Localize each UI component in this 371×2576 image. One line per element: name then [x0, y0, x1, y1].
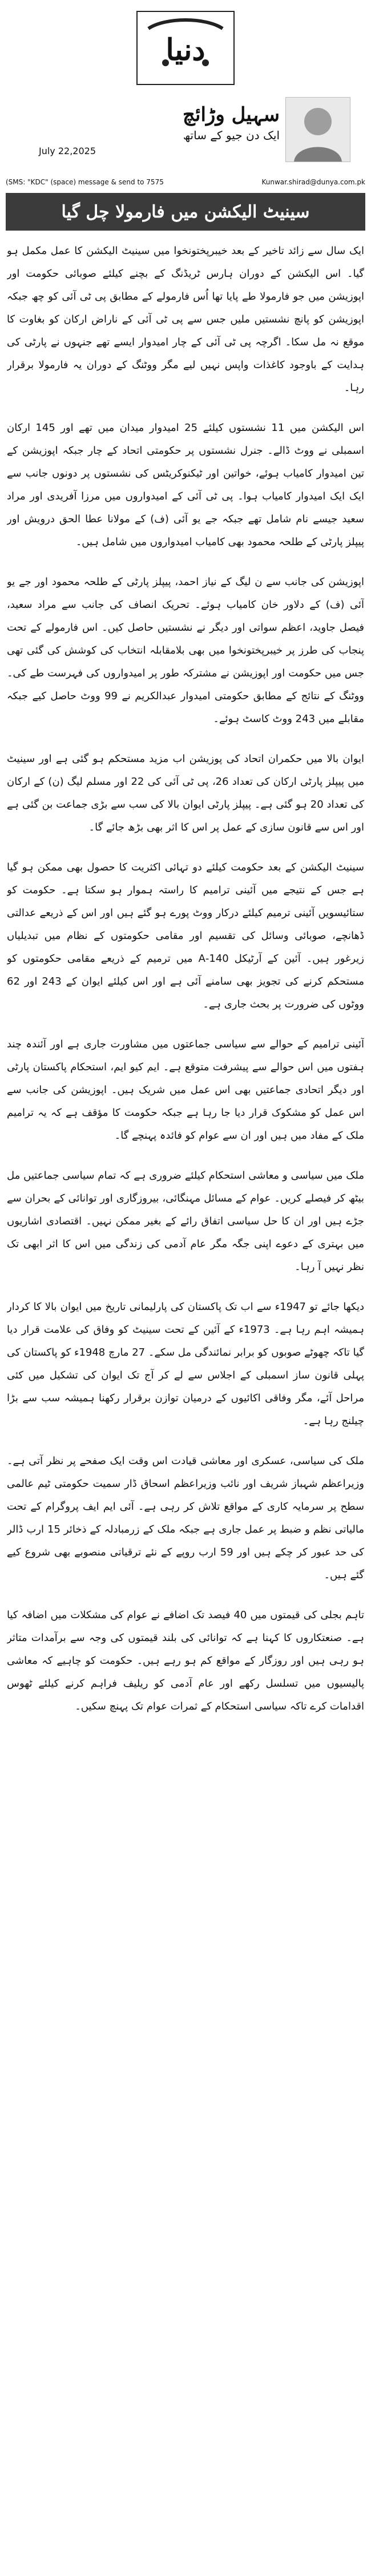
paragraph: اپوزیشن کی جانب سے ن لیگ کے نیاز احمد، پیپلز پارٹی کے طلحہ محمود اور جے یو آئی (ف) کے دلاور خان کامیاب ہوئے۔ تحریک انصاف کی جانب سے مراد سعید، فیصل جاوید، اعظم سواتی اور دیگر نے نشستیں حاصل کیں۔ اس فارمولے کے تحت پنجاب کی طرز پر خیبرپختونخوا میں بھی بلامقابلہ انتخاب کی کوشش کی گئی تھی جس میں حکومت اور اپوزیشن نے مشترکہ طور پر امیدواروں کی فہرست طے کی۔ ووٹنگ کے نتائج کے مطابق حکومتی امیدوار عبدالکریم نے 99 ووٹ حاصل کیے جبکہ مقابلے میں 243 ووٹ کاسٹ ہوئے۔ — [7, 576, 364, 725]
paragraph: ایوان بالا میں حکمران اتحاد کی پوزیشن اب مزید مستحکم ہو گئی ہے اور سینیٹ میں پیپلز پارٹی ارکان کی تعداد 26، پی ٹی آئی کی 22 اور مسلم لیگ (ن) کے ارکان کی تعداد 20 ہو گئی ہے۔ پیپلز پارٹی ایوان بالا کی سب سے بڑی جماعت بن گئی ہے اور اس سے قانون سازی کے عمل پر اس کا اثر بھی بڑھ جائے گا۔ — [7, 753, 364, 833]
paragraph: ملک میں سیاسی و معاشی استحکام کیلئے ضروری ہے کہ تمام سیاسی جماعتیں مل بیٹھ کر فیصلے کریں۔ عوام کے مسائل مہنگائی، بیروزگاری اور توانائی کے بحران سے جڑے ہیں اور ان کا حل سیاسی اتفاق رائے کے بغیر ممکن نہیں۔ اقتصادی اشاریوں میں بہتری کے دعوے اپنی جگہ مگر عام آدمی کی زندگی میں اس کا اثر ابھی تک نظر نہیں آ رہا۔ — [7, 1170, 364, 1273]
paragraph: سینیٹ الیکشن کے بعد حکومت کیلئے دو تہائی اکثریت کا حصول بھی ممکن ہو گیا ہے جس کے نتیجے میں آئینی ترامیم کا راستہ ہموار ہو سکتا ہے۔ حکومت کو ستائیسویں آئینی ترمیم کیلئے درکار ووٹ پورے ہو گئے ہیں اور اس کے ذریعے عدالتی ڈھانچے، صوبائی وسائل کی تقسیم اور مقامی حکومتوں کے نظام میں تبدیلیاں زیرغور ہیں۔ آئین کے آرٹیکل 140-A میں ترمیم کے ذریعے مقامی حکومتوں کو مستحکم کرنے کی تجویز بھی سامنے آئی ہے اور اس کیلئے ایوان کے 243 اور 62 ووٹوں کی ضرورت پر بحث جاری ہے۔ — [7, 861, 364, 1010]
article-body — [7, 240, 364, 2569]
byline — [183, 103, 280, 142]
paragraph: دیکھا جائے تو 1947ء سے اب تک پاکستان کی پارلیمانی تاریخ میں ایوان بالا کا کردار ہمیشہ اہم رہا ہے۔ 1973ء کے آئین کے تحت سینیٹ کو وفاق کی علامت قرار دیا گیا تاکہ چھوٹے صوبوں کو برابر نمائندگی مل سکے۔ 27 مارچ 1948ء کو پاکستان کی پہلی قانون ساز اسمبلی کے اجلاس سے لے کر آج تک ایوان کی تشکیل میں کئی مراحل آئے، مگر وفاقی اکائیوں کے درمیان توازن برقرار رکھنا ہمیشہ سب سے بڑا چیلنج رہا ہے۔ — [7, 1301, 364, 1427]
paragraph: ملک کی سیاسی، عسکری اور معاشی قیادت اس وقت ایک صفحے پر نظر آتی ہے۔ وزیراعظم شہباز شریف اور نائب وزیراعظم اسحاق ڈار سمیت حکومتی ٹیم عالمی سطح پر سرمایہ کاری کے مواقع تلاش کر رہی ہے۔ آئی ایم ایف پروگرام کے تحت مالیاتی نظم و ضبط پر عمل جاری ہے جبکہ ملک کے زرمبادلہ کے ذخائر 15 ارب ڈالر کی حد عبور کر چکے ہیں اور 59 ارب روپے کے نئے ترقیاتی منصوبے بھی شروع کیے گئے ہیں۔ — [7, 1455, 364, 1581]
author-name: سہیل وڑائچ — [183, 103, 280, 126]
paragraph: اس الیکشن میں 11 نشستوں کیلئے 25 امیدوار میدان میں تھے اور 145 ارکان اسمبلی نے ووٹ ڈالے۔ جنرل نشستوں پر حکومتی اتحاد کے چار جبکہ اپوزیشن کے تین امیدوار کامیاب ہوئے، خواتین اور ٹیکنوکریٹس کی نشستوں پر دونوں جانب سے ایک ایک امیدوار کامیاب ہوا۔ پی ٹی آئی کے امیدواروں میں مرزا آفریدی اور مراد سعید جیسے نام شامل تھے جبکہ جے یو آئی (ف) کے مولانا عطا الحق درویش اور پیپلز پارٹی کے طلحہ محمود بھی کامیاب امیدواروں میں شامل ہیں۔ — [7, 422, 364, 548]
author-email: Kunwar.shirad@dunya.com.pk — [261, 178, 365, 186]
masthead — [0, 0, 371, 171]
column-name: ایک دن جیو کے ساتھ — [183, 128, 280, 142]
logo-text: دنیا — [166, 33, 205, 67]
newspaper-logo — [126, 6, 245, 91]
sms-info: (SMS: "KDC" (space) message & send to 7575 — [6, 178, 164, 186]
author-silhouette-icon — [286, 98, 350, 162]
headline-band — [6, 193, 365, 231]
publish-date: July 22,2025 — [39, 146, 96, 156]
paragraph: تاہم بجلی کی قیمتوں میں 40 فیصد تک اضافے نے عوام کی مشکلات میں اضافہ کیا ہے۔ صنعتکاروں کا کہنا ہے کہ توانائی کی بلند قیمتوں کی وجہ سے برآمدات متاثر ہو رہی ہیں اور روزگار کے مواقع کم ہو رہے ہیں۔ حکومت کو چاہیے کہ معاشی پالیسیوں میں تسلسل رکھے اور عام آدمی کو ریلیف فراہم کرنے کیلئے ٹھوس اقدامات کرے تاکہ سیاسی استحکام کے ثمرات عوام تک پہنچ سکیں۔ — [7, 1609, 364, 1712]
contact-bar — [6, 178, 365, 191]
paragraph: ایک سال سے زائد تاخیر کے بعد خیبرپختونخوا میں سینیٹ الیکشن کا عمل مکمل ہو گیا۔ اس الیکشن کے دوران ہارس ٹریڈنگ کے بچنے کیلئے صوبائی حکومت اور اپوزیشن میں جو فارمولا طے پایا تھا اُس فارمولے کے مطابق پی ٹی آئی کو چھ جبکہ اپوزیشن کو پانچ نشستیں ملیں جس سے پی ٹی آئی کے ناراض ارکان کو بغاوت کا موقع نہ مل سکا۔ اگرچہ پی ٹی آئی کے چار امیدوار ایسے تھے جنہوں نے پارٹی کی ہدایت کے باوجود کاغذات واپس نہیں لیے مگر ووٹنگ کے دوران یہ فارمولا برقرار رہا۔ — [7, 245, 364, 394]
paragraph: آئینی ترامیم کے حوالے سے سیاسی جماعتوں میں مشاورت جاری ہے اور آئندہ چند ہفتوں میں اس حوالے سے پیشرفت متوقع ہے۔ ایم کیو ایم، استحکام پاکستان پارٹی اور دیگر اتحادی جماعتیں بھی اس عمل میں شریک ہیں۔ اپوزیشن کی جانب سے اس عمل کو مشکوک قرار دیا جا رہا ہے جبکہ حکومت کا مؤقف ہے کہ یہ ترامیم ملک کے مفاد میں ہیں اور ان سے عوام کو فائدہ پہنچے گا۔ — [7, 1038, 364, 1142]
headline: سینیٹ الیکشن میں فارمولا چل گیا — [61, 201, 310, 222]
author-portrait — [285, 97, 350, 162]
